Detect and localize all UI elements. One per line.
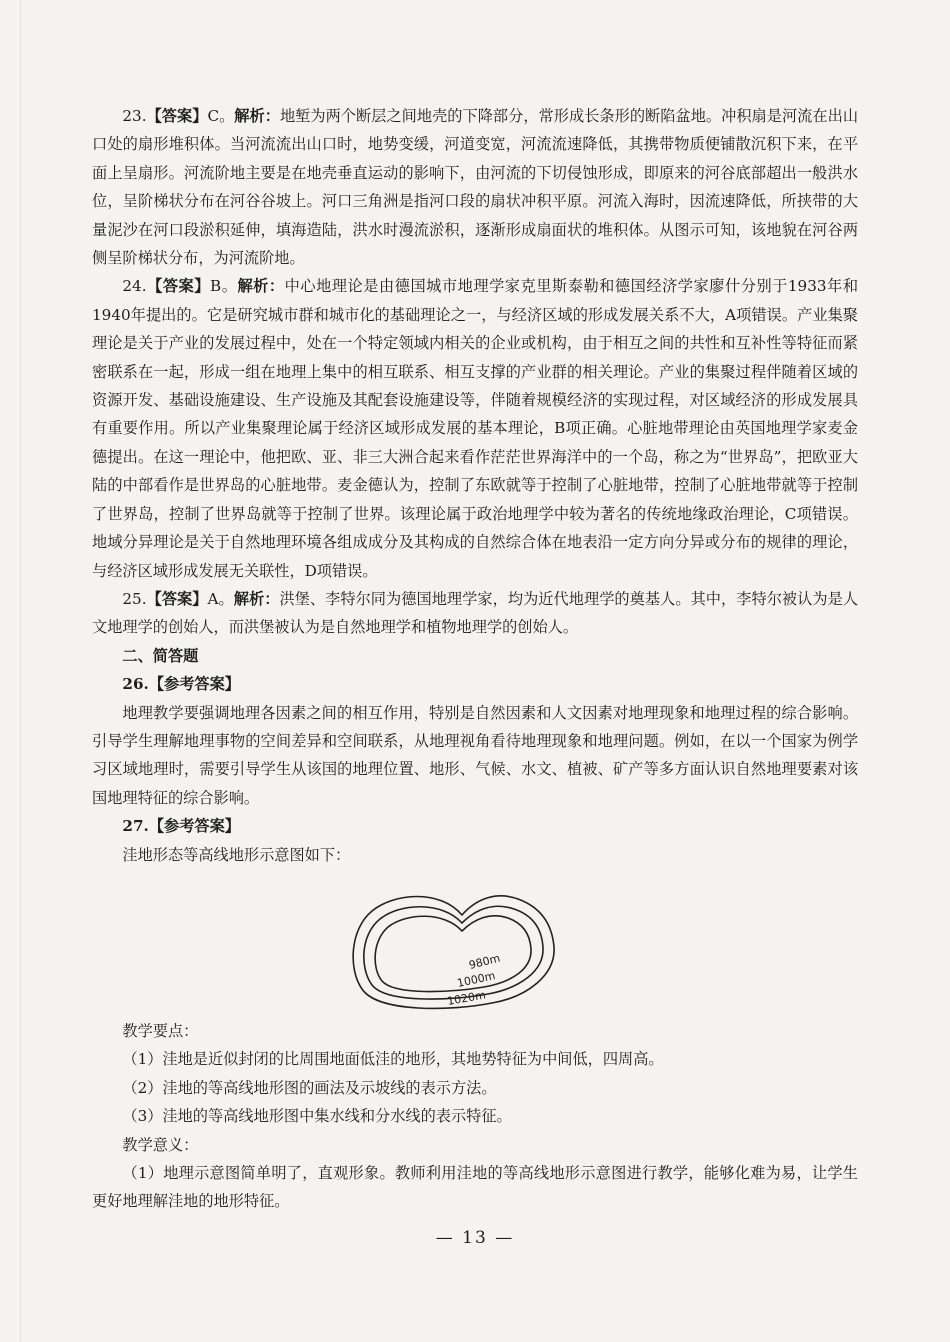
q24-choice: B。 (210, 277, 238, 296)
teaching-meaning-title: 教学意义： (122, 1135, 199, 1154)
q23-number: 23. (122, 107, 147, 125)
q27-heading: 27.【参考答案】 (122, 817, 240, 836)
contour-inner (375, 916, 531, 992)
q27-intro: 洼地形态等高线地形示意图如下： (122, 845, 351, 864)
contour-label-980: 980m (467, 951, 502, 972)
page-number: — 13 — (435, 1228, 515, 1248)
q24-text: 中心地理论是由德国城市地理学家克里斯泰勒和德国经济学家廖什分别于1933年和1940年提出的。它是研究城市群和城市化的基础理论之一，与经济区域的形成发展关系不大，A项错误。产业集聚理论是关于产业的发展过程中，处在一个特定领域内相关的企业或机构，由于相互之间的共性和互补性等特征而紧密联系在一起，形成一组在地理上集中的相互联系、相互支撑的产业群的相关理论。产业的集聚过程伴随着区域的资源开发、基础设施建设、生产设施及其配套设施建设等，伴随着规模经济的实现过程，对区域经济的形成发展具有重要作用。所以产业集聚理论属于经济区域形成发展的基本理论，B项正确。心脏地带理论由英国地理学家麦金德提出。在这一理论中，他把欧、亚、非三大洲合起来看作茫茫世界海洋中的一个岛，称之为“世界岛”，把欧亚大陆的中部看作是世界岛的心脏地带。麦金德认为，控制了东欧就等于控制了心脏地带，控制了心脏地带就等于控制了世界岛，控制了世界岛就等于控制了世界。该理论属于政治地理学中较为著名的传统地缘政治理论，C项错误。地域分异理论是关于自然地理环境各组成成分及其构成的自然综合体在地表沿一定方向分异或分布的规律的理论，与经济区域形成发展无关联性，D项错误。 (92, 277, 859, 580)
contour-label-1000: 1000m (455, 969, 497, 990)
q23-paragraph (92, 102, 858, 272)
contour-middle (364, 906, 543, 999)
q25-answer-label: 【答案】 (146, 589, 208, 608)
q26-text: 地理教学要强调地理各因素之间的相互作用，特别是自然因素和人文因素对地理现象和地理过程的综合影响。引导学生理解地理事物的空间差异和空间联系，从地理视角看待地理现象和地理问题。例如，在以一个国家为例学习区域地理时，需要引导学生从该国的地理位置、地形、气候、水文、植被、矿产等多方面认识自然地理要素对该国地理特征的综合影响。 (92, 703, 858, 807)
q23-text: 地堑为两个断层之间地壳的下降部分，常形成长条形的断陷盆地。冲积扇是河流在出山口处的扇形堆积体。当河流流出山口时，地势变缓，河道变宽，河流流速降低，其携带物质便铺散沉积下来，在平面上呈扇形。河流阶地主要是在地壳垂直运动的影响下，由河流的下切侵蚀形成，即原来的河谷底部超出一般洪水位，呈阶梯状分布在河谷谷坡上。河口三角洲是指河口段的扇状冲积平原。河流入海时，因流速降低，所挟带的大量泥沙在河口段淤积延伸，填海造陆，洪水时漫流淤积，逐渐形成扇面状的堆积体。从图示可知，该地貌在河谷两侧呈阶梯状分布，为河流阶地。 (92, 107, 859, 268)
teaching-meaning-1: （1）地理示意图简单明了，直观形象。教师利用洼地的等高线地形示意图进行教学，能够化难为易，让学生更好地理解洼地的地形特征。 (92, 1164, 858, 1211)
teaching-point-3: （3）洼地的等高线地形图中集水线和分水线的表示特征。 (122, 1107, 512, 1126)
q25-text: 洪堡、李特尔同为德国地理学家，均为近代地理学的奠基人。其中，李特尔被认为是人文地理学的创始人，而洪堡被认为是自然地理学和植物地理学的创始人。 (92, 589, 859, 637)
section-heading: 二、简答题 (122, 646, 199, 665)
q23-answer-label: 【答案】 (146, 107, 208, 125)
q24-paragraph (92, 272, 858, 584)
q24-answer-label: 【答案】 (146, 277, 210, 296)
q26-heading: 26.【参考答案】 (122, 675, 240, 694)
teaching-point-2: （2）洼地的等高线地形图的画法及示坡线的表示方法。 (122, 1078, 497, 1097)
q25-paragraph (92, 585, 858, 642)
q24-number: 24. (122, 277, 147, 296)
q25-analysis-label: 解析： (233, 589, 280, 608)
teaching-point-1: （1）洼地是近似封闭的比周围地面低洼的地形，其地势特征为中间低，四周高。 (122, 1050, 664, 1069)
q25-number: 25. (122, 589, 147, 608)
depression-contour-figure (342, 877, 562, 1017)
q23-choice: C。 (207, 107, 235, 125)
q23-analysis-label: 解析： (234, 107, 280, 125)
contour-label-1020: 1020m (446, 988, 487, 1008)
q24-analysis-label: 解析： (237, 277, 285, 296)
q25-choice: A。 (207, 589, 234, 608)
contour-sketch (342, 877, 562, 1017)
teaching-points-title: 教学要点： (122, 1021, 199, 1040)
